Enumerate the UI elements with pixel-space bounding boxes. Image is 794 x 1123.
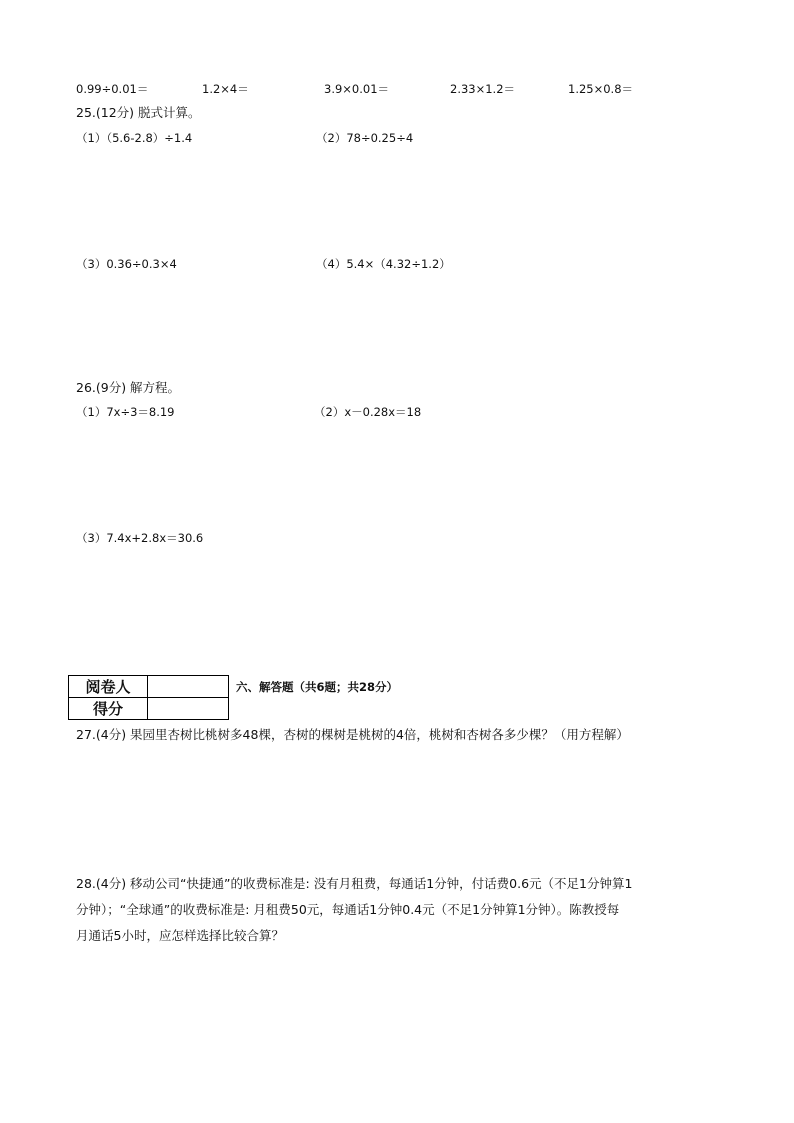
question-25-item-1: （1）（5.6-2.8）÷1.4 [76, 131, 193, 145]
oral-calc-item: 1.25×0.8＝ [568, 82, 634, 96]
question-28-line-1: 28.(4分) 移动公司“快捷通”的收费标准是: 没有月租费，每通话1分钟，付话费0.6元（不足1分钟算1 [76, 876, 633, 891]
oral-calc-item: 3.9×0.01＝ [324, 82, 390, 96]
question-26-item-1: （1）7x÷3＝8.19 [76, 405, 175, 419]
question-26-item-3: （3）7.4x+2.8x＝30.6 [76, 531, 204, 545]
oral-calc-item: 1.2×4＝ [202, 82, 249, 96]
question-26-item-2: （2）x－0.28x＝18 [314, 405, 422, 419]
question-25-title: 25.(12分) 脱式计算。 [76, 105, 201, 120]
score-field [148, 698, 229, 720]
question-25-item-4: （4）5.4×（4.32÷1.2） [316, 257, 451, 271]
question-28-line-2: 分钟）；“全球通”的收费标准是: 月租费50元，每通话1分钟0.4元（不足1分钟算1分钟）。陈教授每 [76, 902, 620, 917]
reviewer-label: 阅卷人 [69, 676, 148, 698]
question-27-text: 27.(4分) 果园里杏树比桃树多48棵，杏树的棵树是桃树的4倍，桃树和杏树各多少棵？（用方程解） [76, 727, 629, 742]
reviewer-field [148, 676, 229, 698]
question-28-line-3: 月通话5小时，应怎样选择比较合算？ [76, 928, 284, 943]
score-label: 得分 [69, 698, 148, 720]
grader-score-table [68, 675, 229, 720]
question-25-item-2: （2）78÷0.25÷4 [316, 131, 414, 145]
oral-calc-item: 0.99÷0.01＝ [76, 82, 149, 96]
question-25-item-3: （3）0.36÷0.3×4 [76, 257, 177, 271]
oral-calc-item: 2.33×1.2＝ [450, 82, 516, 96]
question-26-title: 26.(9分) 解方程。 [76, 380, 181, 395]
section-6-title: 六、解答题（共6题；共28分） [236, 680, 399, 694]
